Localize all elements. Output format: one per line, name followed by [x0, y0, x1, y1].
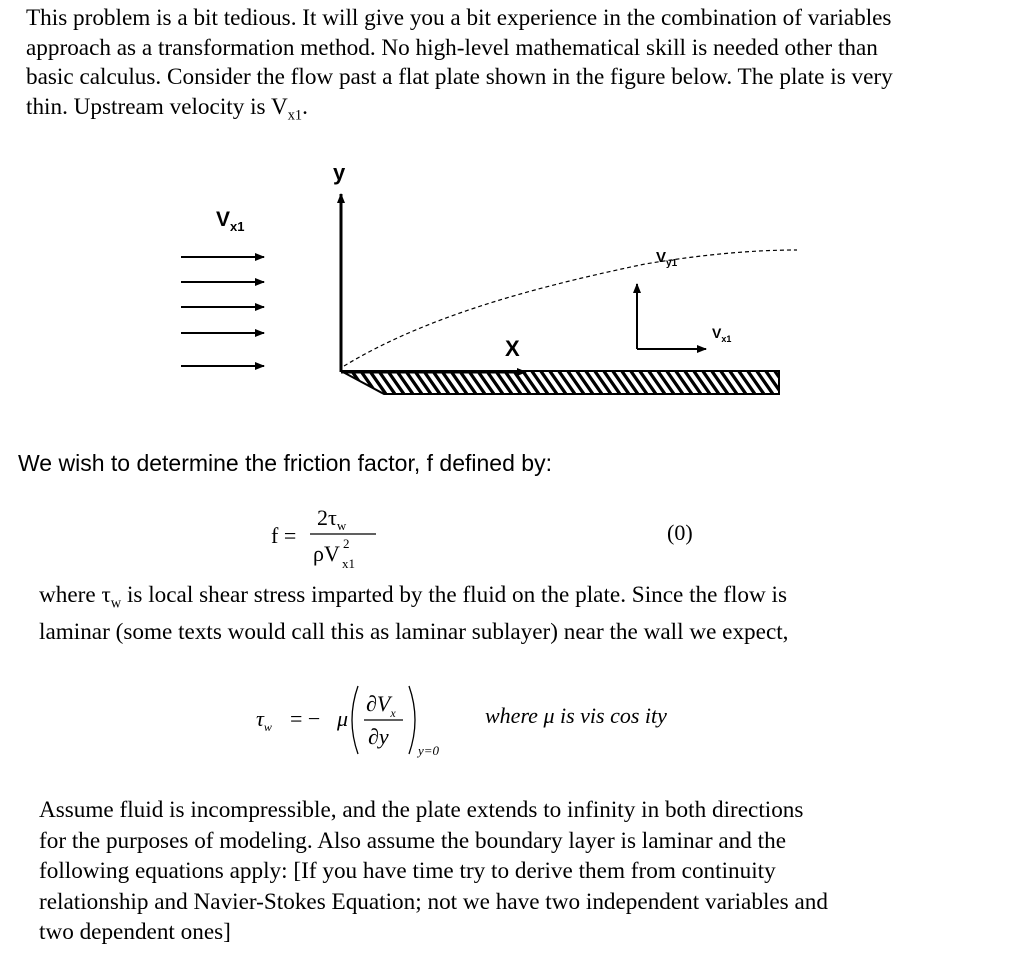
where-prefix: where [39, 582, 102, 608]
flat-plate [341, 371, 779, 394]
assume-line-5: two dependent ones] [39, 919, 231, 945]
laminar-statement: laminar (some texts would call this as laminar sublayer) near the wall we expect, [39, 619, 789, 645]
assume-line-4: relationship and Navier-Stokes Equation; not we have two independent variables and [39, 888, 828, 915]
intro-line-4-subscript: x1 [287, 107, 303, 124]
boundary-layer-edge [344, 250, 797, 366]
intro-line-4 [26, 93, 1001, 131]
eq1-evaluation-point: y=0 [418, 743, 440, 758]
eq1-right-paren [409, 686, 415, 754]
vx-label: $V_{x1}$ [712, 325, 732, 344]
eq1-mu: μ [337, 706, 349, 731]
shear-stress-equation [250, 676, 450, 766]
assume-line-2: for the purposes of modeling. Also assume the boundary layer is laminar and the [39, 827, 786, 854]
vy-label: $V_{y1}$ [656, 249, 678, 269]
intro-line-2: approach as a transformation method. No high-level mathematical skill is needed other than [26, 34, 878, 61]
assume-line-1: Assume fluid is incompressible, and the plate extends to infinity in both directions [39, 797, 804, 823]
eq1-denominator: ∂y [368, 724, 389, 749]
shear-stress-description [39, 582, 787, 613]
eq0-numerator: $2\tau_w$ [317, 505, 347, 533]
tau-symbol: τ [101, 582, 111, 608]
flat-plate-figure [0, 150, 1024, 410]
assume-line-3: following equations apply: [If you have time try to derive them from continuity [39, 858, 776, 884]
y-axis-label: y [333, 160, 346, 185]
equation-number: (0) [667, 520, 693, 545]
eq1-equals-minus: = − [290, 706, 321, 731]
intro-line-3: basic calculus. Consider the flow past a flat plate shown in the figure below. The plate is very [26, 64, 893, 90]
intro-paragraph [26, 4, 1001, 131]
friction-factor-equation [255, 495, 395, 575]
viscosity-note: where μ is vis cos ity [485, 703, 667, 728]
x-axis-label: X [505, 336, 520, 361]
assumptions-paragraph [39, 795, 999, 948]
eq0-exponent: 2 [343, 536, 350, 551]
eq0-denominator: ρV [313, 541, 340, 566]
eq1-left-paren [352, 686, 358, 754]
upstream-velocity-arrows [181, 257, 264, 366]
eq0-lhs: f = [271, 523, 297, 548]
tau-subscript: w [110, 595, 122, 612]
intro-line-4-period: . [302, 93, 308, 120]
wish-statement: We wish to determine the friction factor, f defined by: [18, 450, 552, 476]
eq1-tau: $\tau_w$ [256, 706, 272, 734]
intro-line-1: This problem is a bit tedious. It will give you a bit experience in the combination of variables [26, 5, 892, 31]
eq0-v-subscript: x1 [342, 556, 355, 571]
eq1-numerator: $\partial V_x$ [366, 691, 396, 720]
where-suffix: is local shear stress imparted by the fluid on the plate. Since the flow is [121, 582, 788, 608]
upstream-velocity-label: $V_{x1}$ [216, 208, 245, 234]
intro-line-4-text: thin. Upstream velocity is V [26, 93, 288, 120]
